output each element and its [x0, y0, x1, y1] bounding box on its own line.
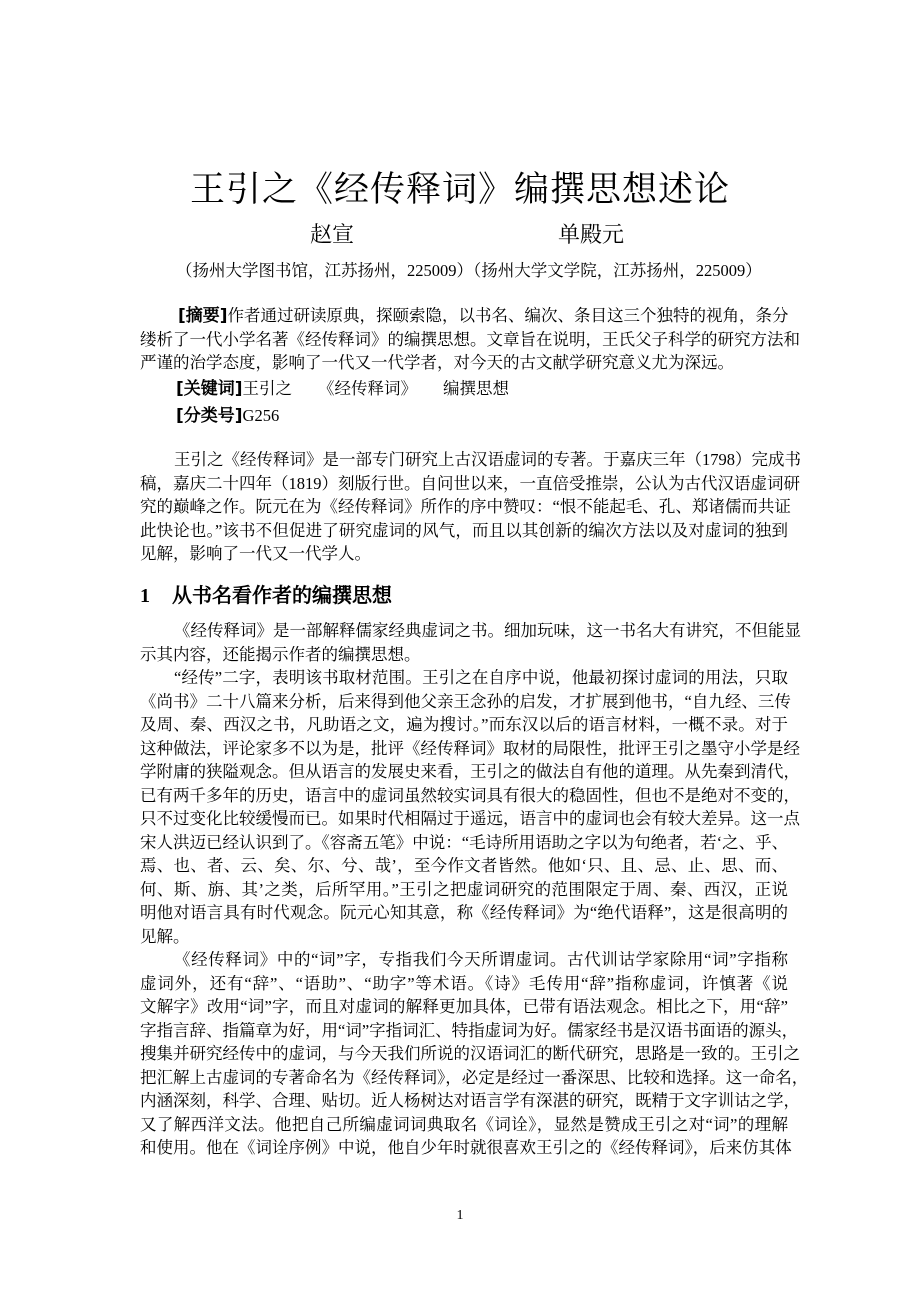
text-line: 明他对语言具有时代观念。阮元心知其意，称《经传释词》为“绝代语释”，这是很高明的 [140, 903, 788, 922]
text-line: 和使用。他在《词诠序例》中说，他自少年时就很喜欢王引之的《经传释词》，后来仿其体 [140, 1138, 792, 1157]
author-name: 赵宣 [310, 222, 355, 247]
page-number: 1 [456, 1208, 464, 1223]
keyword: 编撰思想 [443, 378, 510, 398]
abstract-line: 缕析了一代小学名著《经传释词》的编撰思想。文章旨在说明，王氏父子科学的研究方法和 [140, 329, 800, 349]
page-title: 王引之《经传释词》编撰思想述论 [189, 170, 730, 210]
paragraph [140, 948, 809, 1160]
text-line: 焉、也、者、云、矣、尔、兮、哉’，至今作文者皆然。他如‘只、且、忌、止、思、而、 [140, 856, 788, 875]
abstract [140, 304, 800, 429]
abstract-line: 严谨的治学态度，影响了一代又一代学者，对今天的古文献学研究意义尤为深远。 [140, 353, 734, 372]
abstract-label: [摘要] [178, 306, 228, 326]
text-line: 何、斯、旃、其’之类，后所罕用。”王引之把虚词研究的范围限定于周、秦、西汉，正说 [140, 879, 788, 899]
text-line: 搜集并研究经传中的虚词，与今天我们所说的汉语词汇的断代研究，思路是一致的。王引之 [140, 1044, 800, 1063]
text-line: 把汇解上古虚词的专著命名为《经传释词》，必定是经过一番深思、比较和选择。这一命名， [140, 1067, 809, 1087]
text-line: 及周、秦、西汉之书，凡助语之文，遍为搜讨。”而东汉以后的语言材料，一概不录。对于 [140, 715, 788, 734]
classification-label: [分类号] [176, 405, 243, 426]
section-body [140, 619, 809, 1160]
text-line: 又了解西洋文法。他把自己所编虚词词典取名《词诠》，显然是赞成王引之对“词”的理解 [140, 1114, 788, 1134]
section-title: 从书名看作者的编撰思想 [172, 583, 392, 607]
keyword: 王引之 [242, 378, 293, 398]
classification [140, 402, 788, 429]
keyword: 《经传释词》 [318, 378, 418, 398]
text-line: 内涵深刻，科学、合理、贴切。近人杨树达对语言学有深湛的研究，既精于文字训诂之学， [140, 1091, 800, 1110]
text-line: 《经传释词》中的“词”字，专指我们今天所谓虚词。古代训诂学家除用“词”字指称 [174, 950, 788, 969]
classification-value: G256 [242, 405, 280, 425]
text-line: 这种做法，评论家多不以为是，批评《经传释词》取材的局限性，批评王引之墨守小学是经 [140, 738, 800, 758]
text-line: 宋人洪迈已经认识到了。《容斋五笔》中说：“毛诗所用语助之字以为句绝者，若‘之、乎、 [140, 832, 789, 852]
text-line: 稿，嘉庆二十四年（1819）刻版行世。自问世以来，一直倍受推崇，公认为古代汉语虚词研 [140, 473, 800, 493]
keywords [140, 375, 788, 402]
section-number: 1 [140, 585, 150, 607]
text-line: 虚词外，还有“辞”、“语助”、“助字”等术语。《诗》毛传用“辞”指称虚词，许慎著《说 [140, 973, 788, 993]
text-line: 王引之《经传释词》是一部专门研究上古汉语虚词的专著。于嘉庆三年（1798）完成书 [174, 450, 801, 469]
keywords-label: [关键词] [176, 378, 243, 399]
text-line: 见解，影响了一代又一代学人。 [140, 544, 371, 563]
text-line: 已有两千多年的历史，语言中的虚词虽然较实词具有很大的稳固性，但也不是绝对不变的， [140, 785, 800, 805]
section-heading [140, 579, 392, 608]
paragraph [140, 619, 801, 666]
text-line: 只不过变化比较缓慢而已。如果时代相隔过于遥远，语言中的虚词也会有较大差异。这一点 [140, 809, 800, 828]
paragraph [140, 666, 800, 948]
intro-paragraph [140, 448, 801, 566]
text-line: 《尚书》二十八篇来分析，后来得到他父亲王念孙的启发，才扩展到他书，“自九经、三传 [140, 691, 791, 711]
text-line: 学附庸的狭隘观念。但从语言的发展史来看，王引之的做法自有他的道理。从先秦到清代， [140, 762, 800, 781]
text-line: 《经传释词》是一部解释儒家经典虚词之书。细加玩味，这一书名大有讲究，不但能显 [174, 621, 801, 640]
text-line: “经传”二字，表明该书取材范围。王引之在自序中说，他最初探讨虚词的用法，只取 [174, 668, 788, 687]
abstract-line: 作者通过研读原典，探颐索隐，以书名、编次、条目这三个独特的视角，条分 [227, 306, 789, 325]
text-line: 此快论也。”该书不但促进了研究虚词的风气，而且以其创新的编次方法以及对虚词的独到 [140, 520, 788, 540]
text-line: 字指言辞、指篇章为好，用“词”字指词汇、特指虚词为好。儒家经书是汉语书面语的源头， [140, 1020, 799, 1040]
text-line: 示其内容，还能揭示作者的编撰思想。 [140, 644, 421, 664]
affiliations: （扬州大学图书馆，江苏扬州，225009）（扬州大学文学院，江苏扬州，225009） [176, 261, 762, 280]
text-line: 见解。 [140, 926, 190, 946]
author-name: 单殿元 [558, 222, 625, 247]
text-line: 究的巅峰之作。阮元在为《经传释词》所作的序中赞叹：“恨不能起毛、孔、郑诸儒而共证 [140, 497, 791, 516]
text-line: 文解字》改用“词”字，而且对虚词的解释更加具体，已带有语法观念。相比之下，用“辞” [140, 997, 788, 1016]
